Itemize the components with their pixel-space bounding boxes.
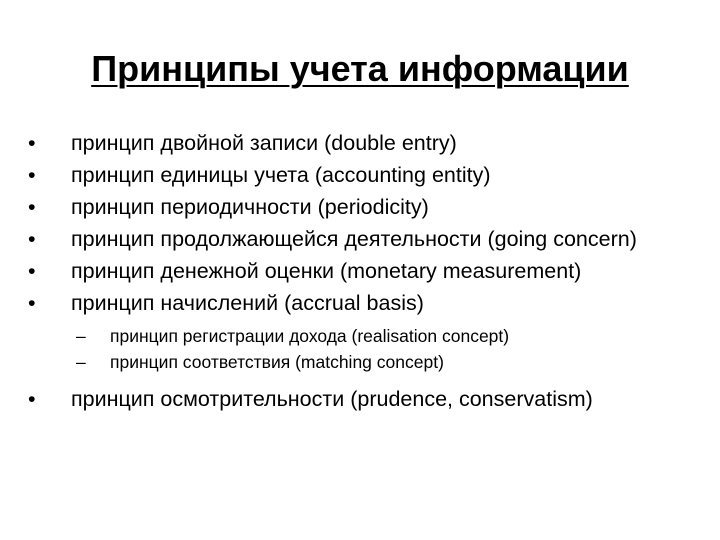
- list-item-text: принцип начислений (accrual basis): [71, 291, 424, 315]
- dash-icon: –: [76, 352, 86, 372]
- list-item-text: принцип продолжающейся деятельности (going concern): [71, 227, 637, 251]
- sub-list-item-text: принцип соответствия (matching concept): [110, 352, 444, 372]
- list-item: [28, 387, 688, 411]
- bullet-icon: •: [28, 291, 36, 315]
- bullet-icon: •: [28, 227, 36, 251]
- sub-list-item-text: принцип регистрации дохода (realisation concept): [110, 326, 510, 346]
- list-item-text: принцип двойной записи (double entry): [71, 131, 457, 155]
- list-item: [28, 131, 688, 155]
- bullet-icon: •: [28, 163, 36, 187]
- list-item: [28, 227, 688, 251]
- list-item-text: принцип периодичности (periodicity): [71, 195, 429, 219]
- list-item: [28, 259, 688, 283]
- list-item: [28, 291, 688, 373]
- dash-icon: –: [76, 326, 86, 346]
- slide-title-text: Принципы учета информации: [91, 48, 629, 89]
- list-item-text: принцип единицы учета (accounting entity): [71, 163, 491, 187]
- bullet-icon: •: [28, 259, 36, 283]
- principles-list: [28, 131, 688, 419]
- sub-list-item: [76, 325, 688, 347]
- bullet-icon: •: [28, 131, 36, 155]
- list-item: [28, 163, 688, 187]
- list-item: [28, 195, 688, 219]
- list-item-text: принцип осмотрительности (prudence, conservatism): [71, 387, 593, 411]
- list-item-text: принцип денежной оценки (monetary measurement): [71, 259, 582, 283]
- slide-title: [0, 47, 720, 91]
- bullet-icon: •: [28, 195, 36, 219]
- sub-list-item: [76, 351, 688, 373]
- bullet-icon: •: [28, 387, 36, 411]
- accrual-sublist: [71, 325, 688, 373]
